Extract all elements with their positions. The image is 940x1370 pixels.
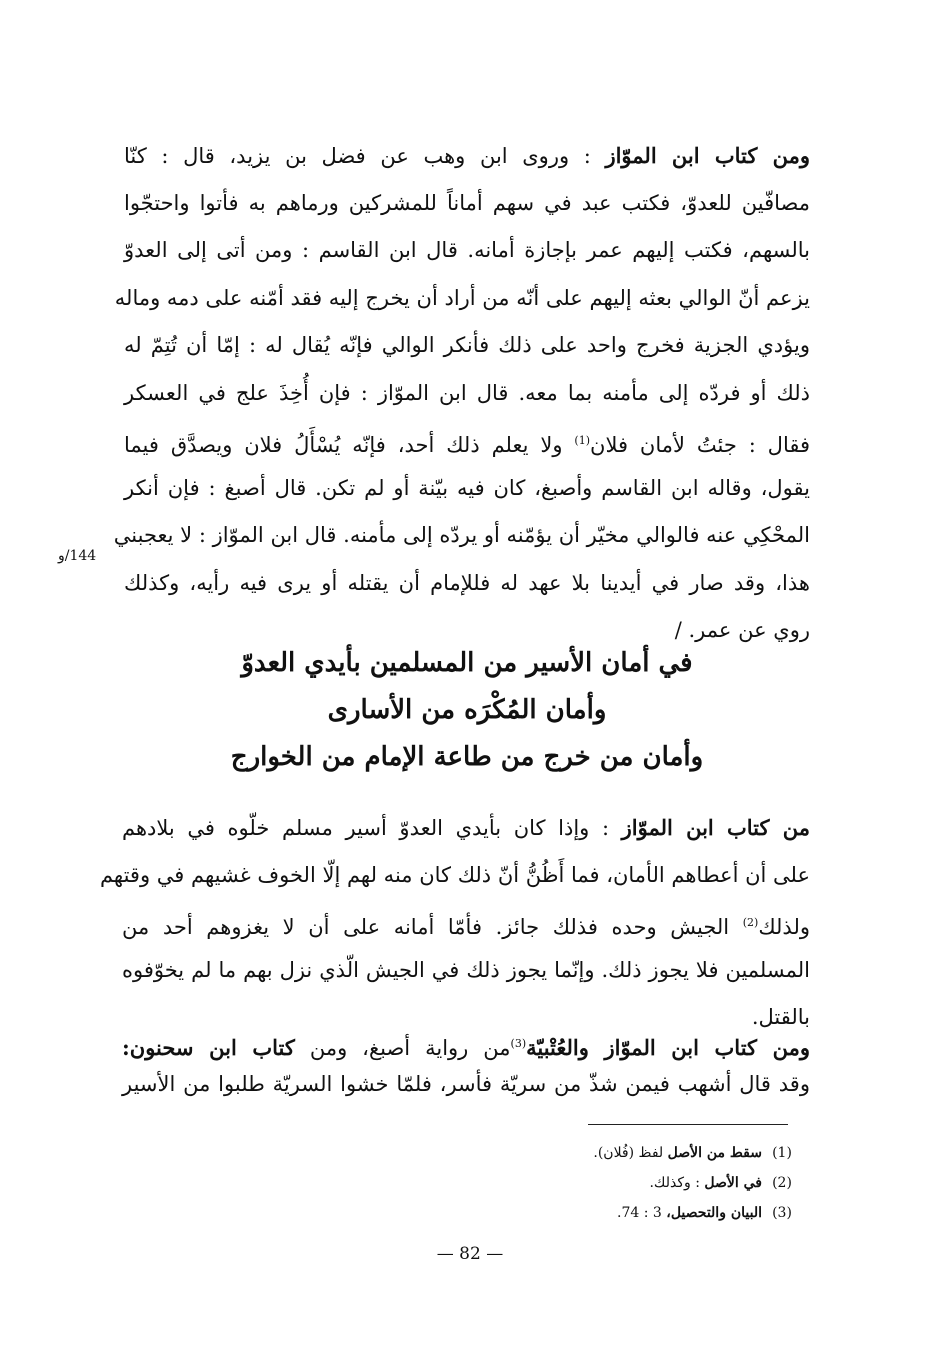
footnote-ref: (1) xyxy=(574,434,591,447)
paragraph-2-line: ولذلك$^{(2)}$ الجيش وحده فذلك جائز. فأمّا أمانه على أن لا يغزوهم أحد من xyxy=(122,915,810,939)
footnote xyxy=(430,1138,802,1168)
paragraph-3 xyxy=(122,1024,810,1104)
margin-folio-note: 144/و xyxy=(58,548,97,564)
section-heading xyxy=(124,640,810,781)
paragraph-1-line: هذا، وقد صار في أيدينا بلا عهد له فللإمام أن يقتله أو يرى فيه رأيه، وكذلك xyxy=(124,570,810,595)
footnote-ref: (2) xyxy=(742,916,759,929)
paragraph-1-line: يقول، وقاله ابن القاسم وأصبغ، كان فيه بيّنة أو لم تكن. قال أصبغ : فإن أنكر xyxy=(124,475,810,500)
paragraph-2-line: المسلمين فلا يجوز ذلك. وإنّما يجوز ذلك في الجيش الّذي نزل بهم ما لم يخوّفوه xyxy=(122,957,810,982)
paragraph-1-line: يزعم أنّ الوالي بعثه إليهم على أنّه من أراد أن يخرج إليه فقد أمّنه على دمه وماله xyxy=(114,285,810,310)
page-number: — 82 — xyxy=(436,1244,504,1264)
footnote-separator xyxy=(588,1124,788,1125)
footnote-text: سقط من الأصل لفظ (فُلان). xyxy=(593,1145,762,1161)
paragraph-1-line: المحْكِي عنه فالوالي مخيّر أن يؤمّنه أو يردّه إلى مأمنه. قال ابن الموّاز : لا يعجبني xyxy=(113,523,810,547)
source-title: ومن كتاب ابن الموّاز xyxy=(605,143,810,168)
paragraph-1 xyxy=(113,132,810,655)
paragraph-1-line: فقال : جئتُ لأمان فلان$^{(1)}$ ولا يعلم ذلك أحد، فإنّه يُسْأَلُ فلان ويصدَّق فيما xyxy=(124,433,810,457)
paragraph-1-line: روي عن عمر. / xyxy=(674,618,810,642)
footnote-text: البيان والتحصيل، 3 : 74. xyxy=(617,1205,762,1221)
footnote-number: (3) xyxy=(772,1205,792,1221)
footnote xyxy=(430,1198,802,1228)
heading-line-2: وأمان المُكْرَه من الأسارى xyxy=(327,695,607,725)
paragraph-1-line: ذلك أو فردّه إلى مأمنه بما معه. قال ابن الموّاز : فإن أُخِذَ علج في العسكر xyxy=(124,380,810,405)
footnote-ref: (3) xyxy=(510,1037,527,1050)
footnote-number: (2) xyxy=(772,1175,792,1191)
paragraph-2-line: على أن أعطاهم الأمان، فما أَظُنُّ أنّ ذلك كان منه لهم إلّا الخوف غشيهم في وقتهم xyxy=(99,862,810,887)
paragraph-1-line: ومن كتاب ابن الموّاز : وروى ابن وهب عن فضل بن يزيد، قال : كنّا xyxy=(124,143,810,168)
source-title: من كتاب ابن الموّاز xyxy=(621,815,810,840)
paragraph-1-line: بالسهم، فكتب إليهم عمر بإجازة أمانه. قال ابن القاسم : ومن أتى إلى العدوّ xyxy=(124,238,810,262)
paragraph-3-line: وقد قال أشهب فيمن شذّ من سريّة فأسر، فلمّا خشوا السريّة طلبوا من الأسير xyxy=(122,1072,810,1096)
source-title: ومن كتاب ابن الموّاز والعُتْبيّة xyxy=(526,1035,810,1060)
source-title: كتاب ابن سحنون: xyxy=(122,1035,295,1060)
paragraph-2-line: من كتاب ابن الموّاز : وإذا كان بأيدي العدوّ أسير مسلم خلّوه في بلادهم xyxy=(122,815,810,840)
heading-line-1: في أمان الأسير من المسلمين بأيدي العدوّ xyxy=(241,648,693,678)
footnote xyxy=(430,1168,802,1198)
footnotes xyxy=(430,1138,802,1228)
paragraph-3-line: ومن كتاب ابن الموّاز والعُتْبيّة$^{(3)}$من رواية أصبغ، ومن كتاب ابن سحنون: xyxy=(122,1035,810,1060)
paragraph-2-line: بالقتل. xyxy=(751,1005,810,1029)
footnote-text: في الأصل : وكذلك. xyxy=(649,1175,762,1191)
paragraph-1-line: مصافّين للعدوّ، فكتب عبد في سهم أماناً للمشركين ورماهم به فأتوا واحتجّوا xyxy=(124,190,810,215)
paragraph-1-line: ويؤدي الجزية فخرج واحد على ذلك فأنكر الوالي فإنّه يُقال له : إمّا أن تُتِمّ له xyxy=(124,333,810,357)
heading-line-3: وأمان من خرج من طاعة الإمام من الخوارج xyxy=(230,742,704,772)
paragraph-2 xyxy=(99,804,810,1042)
footnote-number: (1) xyxy=(772,1145,792,1161)
